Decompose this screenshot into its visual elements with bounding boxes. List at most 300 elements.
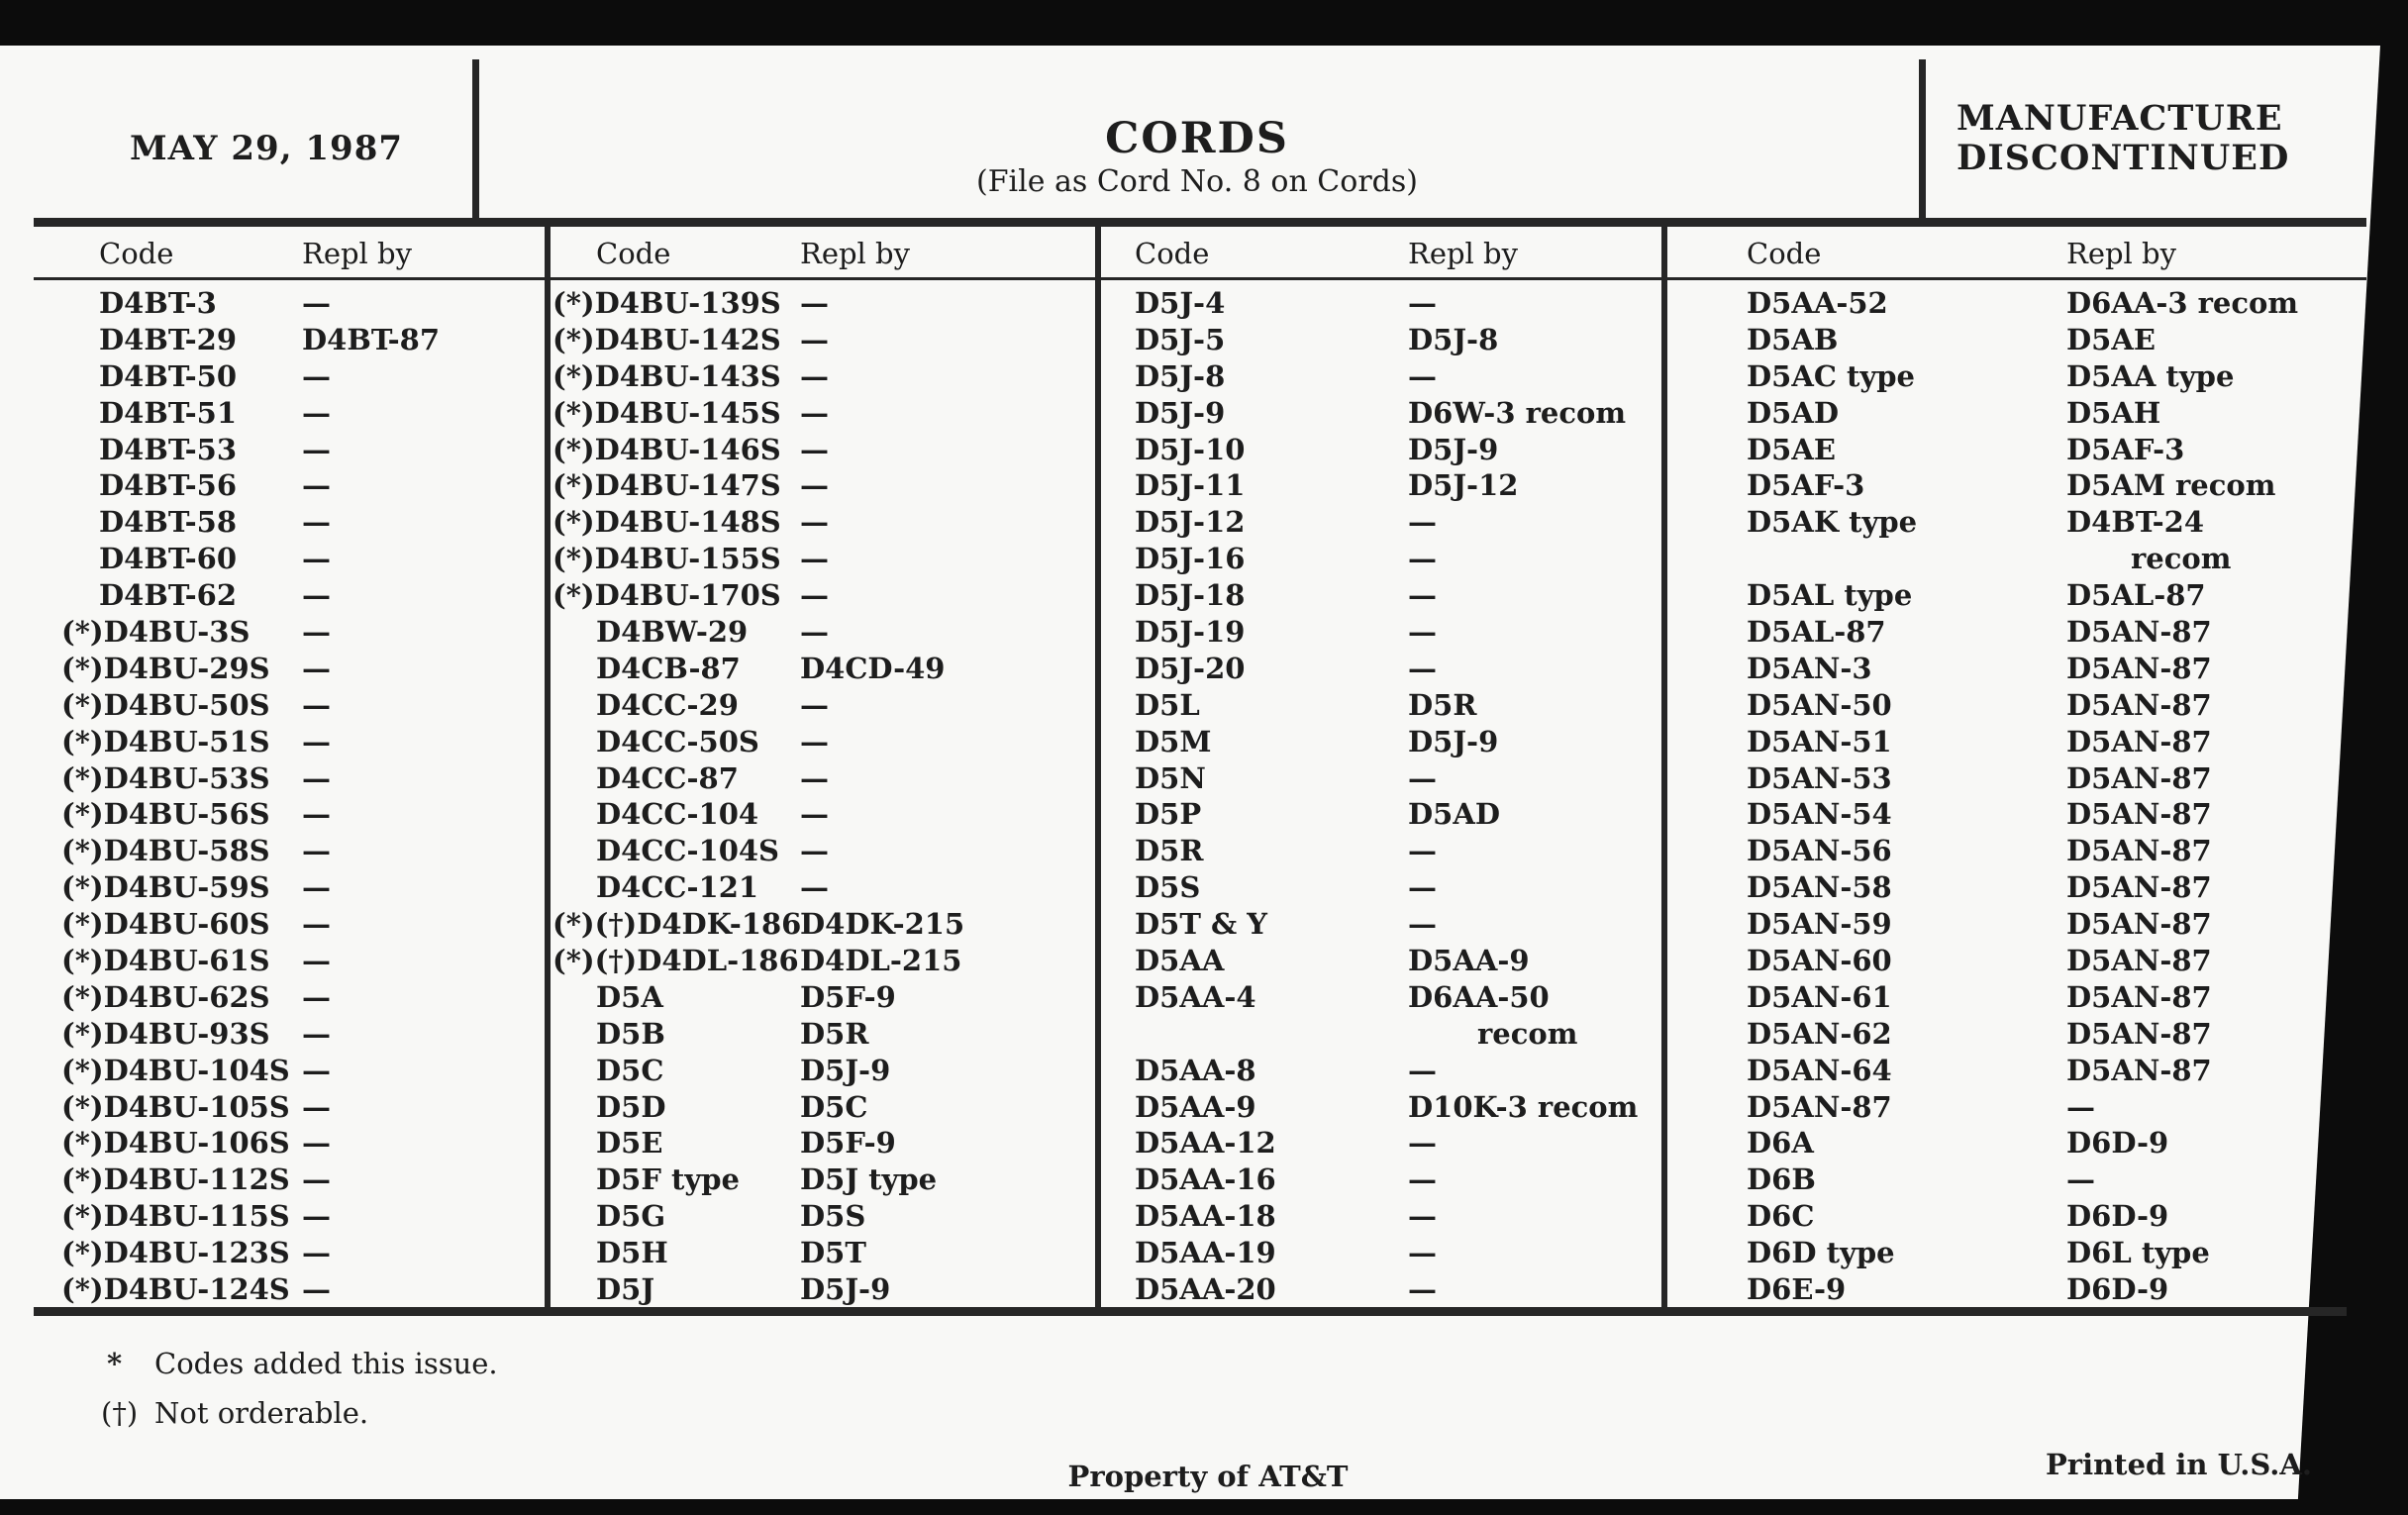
code-text: D4CB-87: [596, 651, 741, 685]
repl-cell: —: [800, 760, 829, 795]
repl-cell: D5J-9: [1408, 724, 1499, 758]
repl-cell: —: [800, 687, 829, 722]
repl-cell: D5AN-87: [2066, 797, 2212, 832]
status-banner: [1956, 99, 2289, 178]
code-text: D4BU-29S: [103, 651, 270, 685]
repl-cell: D5J-12: [1408, 468, 1519, 503]
code-cell: [61, 687, 302, 724]
repl-cell: D5C: [800, 1089, 868, 1124]
code-cell: [61, 651, 302, 687]
table-row: [1743, 1089, 2366, 1126]
code-text: D5AA-18: [1135, 1199, 1276, 1234]
code-text: D4BU-50S: [103, 687, 270, 722]
repl-cell: D5J-8: [1408, 322, 1499, 356]
code-cell: [1743, 1198, 2066, 1235]
repl-cell: —: [302, 687, 331, 722]
code-cell: [552, 724, 800, 760]
code-text: D4BW-29: [596, 615, 749, 650]
repl-cell: D5T: [800, 1236, 866, 1270]
column-header-row: [552, 232, 1093, 285]
code-text: D4BT-53: [99, 432, 238, 466]
code-text: D5P: [1135, 797, 1202, 832]
repl-cell: D5F-9: [800, 979, 896, 1014]
code-prefix: (*): [61, 1162, 104, 1197]
table-row: [61, 1089, 543, 1126]
table-row: [1135, 979, 1659, 1016]
table-row: [61, 432, 543, 468]
repl-cell: D5J-9: [800, 1272, 891, 1307]
table-row: [61, 395, 543, 432]
column-header-repl: Repl by: [302, 237, 413, 270]
repl-cell: D5AL-87: [2066, 578, 2206, 613]
table-row: [1743, 1016, 2366, 1053]
code-text: D5AC type: [1747, 358, 1915, 393]
code-text: D5J: [596, 1272, 655, 1307]
code-cell: [1135, 358, 1408, 395]
code-cell: [1743, 651, 2066, 687]
code-cell: [61, 467, 302, 504]
code-cell: [552, 869, 800, 906]
asterisk-symbol: *: [107, 1347, 123, 1380]
repl-cell: —: [302, 505, 331, 540]
code-cell: [1135, 943, 1408, 979]
code-prefix: (*): [61, 1272, 104, 1307]
code-cell: [552, 687, 800, 724]
code-text: D5AE: [1747, 432, 1836, 466]
code-prefix: (*): [61, 687, 104, 722]
code-cell: [1135, 504, 1408, 541]
code-cell: [61, 1053, 302, 1089]
code-text: D6A: [1747, 1126, 1814, 1161]
repl-cell: D10K-3 recom: [1408, 1089, 1639, 1124]
code-text: D5T & Y: [1135, 907, 1267, 942]
code-cell: [552, 1271, 800, 1308]
code-cell: [1743, 285, 2066, 322]
repl-cell: D5AN-87: [2066, 615, 2212, 650]
table-row: [1135, 285, 1659, 322]
table-row: [1743, 541, 2366, 577]
code-cell: [552, 906, 800, 943]
code-text: D5R: [1135, 834, 1204, 868]
repl-cell: —: [800, 797, 829, 832]
repl-cell: —: [302, 797, 331, 832]
repl-cell: D6D-9: [2066, 1199, 2169, 1234]
dagger-symbol: (†): [101, 1396, 139, 1430]
repl-cell: —: [302, 1053, 331, 1087]
footnote-text: Not orderable.: [154, 1396, 369, 1430]
table-row: [1743, 906, 2366, 943]
repl-cell: D5AN-87: [2066, 944, 2212, 978]
table-row: [61, 541, 543, 577]
repl-cell: D5AN-87: [2066, 979, 2212, 1014]
repl-cell: —: [1408, 578, 1437, 613]
code-text: D4BU-58S: [103, 834, 270, 868]
table-row: [1135, 687, 1659, 724]
repl-cell: D4DL-215: [800, 944, 962, 978]
code-text: D4BU-62S: [103, 979, 270, 1014]
footer-printed-notice: Printed in U.S.A.: [2046, 1448, 2312, 1481]
code-text: D4BU-146S: [594, 432, 781, 466]
table-row: [1743, 833, 2366, 869]
column-header-row: [61, 232, 543, 285]
code-prefix: (*): [552, 505, 595, 540]
table-row: [61, 1162, 543, 1198]
table-row: [1743, 467, 2366, 504]
code-cell: [61, 979, 302, 1016]
repl-cell: —: [1408, 358, 1437, 393]
code-text: D5AA-19: [1135, 1236, 1276, 1270]
code-cell: [1135, 1271, 1408, 1308]
code-cell: [1743, 869, 2066, 906]
repl-cell: —: [2066, 1162, 2095, 1197]
code-text: D5AN-64: [1747, 1053, 1892, 1087]
code-text: D4DL-186: [637, 944, 799, 978]
repl-cell: D6AA-3 recom: [2066, 286, 2299, 320]
repl-cell: D5AN-87: [2066, 724, 2212, 758]
table-row: [1743, 322, 2366, 358]
repl-cell: D4DK-215: [800, 907, 965, 942]
table-row: [1743, 651, 2366, 687]
table-row: [552, 1235, 1093, 1271]
code-text: D4BT-56: [99, 468, 238, 503]
code-text: D5A: [596, 979, 663, 1014]
page-title: CORDS: [1105, 114, 1289, 163]
code-text: D5J-5: [1135, 322, 1226, 356]
repl-cell: D5J-9: [800, 1053, 891, 1087]
table-row: [1743, 724, 2366, 760]
code-cell: [552, 1162, 800, 1198]
footnote-not-orderable: [101, 1396, 368, 1430]
repl-cell: D5AE: [2066, 322, 2156, 356]
column-header-row: [1743, 232, 2366, 285]
code-cell: [1743, 979, 2066, 1016]
repl-cell: —: [800, 505, 829, 540]
repl-cell: —: [1408, 651, 1437, 685]
table-row: [61, 504, 543, 541]
code-cell: [1743, 1053, 2066, 1089]
table-row: [1743, 943, 2366, 979]
repl-cell: —: [302, 286, 331, 320]
table-row: [552, 322, 1093, 358]
code-cell: [552, 1125, 800, 1162]
code-text: D4BU-105S: [103, 1089, 290, 1124]
code-cell: [552, 760, 800, 797]
code-cell: [61, 1089, 302, 1126]
code-text: D4BT-60: [99, 542, 238, 576]
table-row: [552, 979, 1093, 1016]
code-text: D4BU-115S: [103, 1199, 290, 1234]
repl-cell: D5AD: [1408, 797, 1500, 832]
code-cell: [1135, 1198, 1408, 1235]
table-row: [1135, 1089, 1659, 1126]
table-row: [552, 651, 1093, 687]
code-text: D4BU-106S: [103, 1126, 290, 1161]
table-row: [1743, 760, 2366, 797]
code-text: D5E: [596, 1126, 663, 1161]
table-row: [1135, 504, 1659, 541]
code-text: D4BU-124S: [103, 1272, 290, 1307]
repl-cell: D5AN-87: [2066, 834, 2212, 868]
code-text: D4BU-104S: [103, 1053, 290, 1087]
code-prefix: (*): [61, 979, 104, 1014]
code-cell: [1135, 285, 1408, 322]
code-cell: [1743, 1162, 2066, 1198]
code-prefix: (*): [61, 1053, 104, 1087]
table-row: [61, 1271, 543, 1308]
code-cell: [1135, 541, 1408, 577]
repl-cell: D5AH: [2066, 395, 2161, 430]
code-text: D4BT-58: [99, 505, 238, 540]
table-row: [1135, 395, 1659, 432]
footnote-text: Codes added this issue.: [154, 1347, 498, 1380]
table-row: [1743, 1198, 2366, 1235]
table-row: [1135, 1053, 1659, 1089]
table-row: [1135, 432, 1659, 468]
code-cell: [1743, 833, 2066, 869]
code-text: D4BU-60S: [103, 907, 270, 942]
code-cell: [1135, 577, 1408, 614]
status-line-1: MANUFACTURE: [1956, 98, 2283, 139]
code-text: D5AN-53: [1747, 760, 1892, 795]
repl-cell: —: [800, 322, 829, 356]
code-cell: [1135, 796, 1408, 833]
code-prefix: (*): [552, 322, 595, 356]
code-cell: [552, 577, 800, 614]
table-row: [61, 1053, 543, 1089]
code-text: D4DK-186: [637, 907, 802, 942]
repl-cell: —: [800, 542, 829, 576]
code-text: D4BT-50: [99, 358, 238, 393]
repl-cell: —: [302, 1236, 331, 1270]
repl-cell: recom: [1477, 1016, 1578, 1051]
table-row: [1743, 796, 2366, 833]
code-prefix: (*): [552, 395, 595, 430]
repl-cell: —: [800, 358, 829, 393]
code-text: D5N: [1135, 760, 1206, 795]
code-cell: [552, 541, 800, 577]
code-text: D4CC-104S: [596, 834, 780, 868]
repl-cell: —: [800, 578, 829, 613]
code-cell: [1743, 577, 2066, 614]
table-row: [1743, 504, 2366, 541]
code-cell: [61, 614, 302, 651]
code-text: D4BU-59S: [103, 870, 270, 905]
code-text: D5AB: [1747, 322, 1839, 356]
code-cell: [1135, 687, 1408, 724]
table-row: [61, 906, 543, 943]
table-row: [1135, 651, 1659, 687]
code-cell: [1743, 614, 2066, 651]
code-prefix: (*): [61, 1126, 104, 1161]
table-row: [61, 322, 543, 358]
code-cell: [552, 1053, 800, 1089]
code-text: D4BU-142S: [594, 322, 781, 356]
code-text: D5J-4: [1135, 286, 1226, 320]
repl-cell: D5F-9: [800, 1126, 896, 1161]
repl-cell: —: [1408, 760, 1437, 795]
repl-cell: D5AN-87: [2066, 870, 2212, 905]
table-row: [1743, 1125, 2366, 1162]
repl-cell: —: [302, 724, 331, 758]
code-text: D5AN-50: [1747, 687, 1892, 722]
code-prefix: (*): [61, 944, 104, 978]
repl-cell: D6D-9: [2066, 1126, 2169, 1161]
code-text: D5C: [596, 1053, 664, 1087]
code-cell: [1135, 1162, 1408, 1198]
table-row: [552, 1162, 1093, 1198]
code-cell: [61, 724, 302, 760]
code-text: D5AN-51: [1747, 724, 1892, 758]
table-row: [61, 687, 543, 724]
table-row: [1135, 796, 1659, 833]
code-cell: [61, 833, 302, 869]
table-section-4: [1743, 232, 2366, 1308]
code-text: D5AN-58: [1747, 870, 1892, 905]
table-row: [1135, 1198, 1659, 1235]
table-row: [1743, 395, 2366, 432]
table-row: [1135, 943, 1659, 979]
code-cell: [1743, 467, 2066, 504]
table-row: [552, 358, 1093, 395]
column-header-repl: Repl by: [800, 237, 911, 270]
code-cell: [1135, 614, 1408, 651]
code-cell: [1135, 833, 1408, 869]
table-row: [552, 504, 1093, 541]
table-row: [552, 796, 1093, 833]
code-text: D6B: [1747, 1162, 1816, 1197]
code-text: D6D type: [1747, 1236, 1895, 1270]
table-row: [1135, 869, 1659, 906]
repl-cell: —: [302, 1162, 331, 1197]
code-cell: [1743, 1125, 2066, 1162]
code-cell: [1743, 432, 2066, 468]
code-text: D4BU-123S: [103, 1236, 290, 1270]
code-cell: [1135, 395, 1408, 432]
table-row: [1135, 358, 1659, 395]
repl-cell: D6W-3 recom: [1408, 395, 1627, 430]
code-text: D5AA-8: [1135, 1053, 1256, 1087]
table-row: [552, 577, 1093, 614]
table-row: [61, 724, 543, 760]
table-row: [61, 1198, 543, 1235]
repl-cell: —: [302, 1272, 331, 1307]
table-row: [552, 467, 1093, 504]
code-cell: [1135, 979, 1408, 1016]
repl-cell: —: [302, 1016, 331, 1051]
code-cell: [552, 614, 800, 651]
column-header-row: [1135, 232, 1659, 285]
table-row: [61, 943, 543, 979]
repl-cell: D4BT-24: [2066, 505, 2205, 540]
code-text: D5AN-62: [1747, 1016, 1892, 1051]
code-cell: [552, 1016, 800, 1053]
code-cell: [1135, 467, 1408, 504]
code-text: D5AA-4: [1135, 979, 1256, 1014]
code-prefix: (*)(†): [552, 907, 638, 942]
column-header-code: Code: [1747, 237, 1822, 270]
code-prefix: (*): [61, 797, 104, 832]
code-prefix: (*): [61, 870, 104, 905]
code-cell: [552, 1235, 800, 1271]
code-cell: [1743, 796, 2066, 833]
code-text: D5AN-61: [1747, 979, 1892, 1014]
code-cell: [61, 358, 302, 395]
code-text: D5J-16: [1135, 542, 1246, 576]
table-row: [552, 1125, 1093, 1162]
code-text: D4BU-170S: [594, 578, 781, 613]
code-prefix: (*): [552, 432, 595, 466]
code-text: D4BU-56S: [103, 797, 270, 832]
code-prefix: (*): [552, 542, 595, 576]
code-text: D6E-9: [1747, 1272, 1847, 1307]
repl-cell: —: [302, 1199, 331, 1234]
repl-cell: D5AN-87: [2066, 687, 2212, 722]
table-row: [1743, 577, 2366, 614]
code-text: D5J-8: [1135, 358, 1226, 393]
table-row: [1135, 1162, 1659, 1198]
code-cell: [1135, 760, 1408, 797]
repl-cell: D5AN-87: [2066, 760, 2212, 795]
table-row: [1743, 614, 2366, 651]
table-section-2: [552, 232, 1093, 1308]
code-cell: [1135, 1053, 1408, 1089]
repl-cell: —: [302, 1126, 331, 1161]
repl-cell: D5J-9: [1408, 432, 1499, 466]
code-cell: [552, 943, 800, 979]
code-cell: [552, 651, 800, 687]
code-text: D5M: [1135, 724, 1212, 758]
code-text: D5AA-9: [1135, 1089, 1256, 1124]
repl-cell: —: [302, 834, 331, 868]
table-row: [1743, 687, 2366, 724]
table-row: [61, 467, 543, 504]
section-divider-2: [1095, 227, 1101, 1307]
code-cell: [1135, 432, 1408, 468]
header-divider-left: [472, 59, 479, 220]
code-prefix: (*): [61, 1089, 104, 1124]
code-cell: [1743, 358, 2066, 395]
code-cell: [61, 1271, 302, 1308]
code-cell: [61, 577, 302, 614]
code-cell: [61, 322, 302, 358]
code-cell: [552, 1089, 800, 1126]
code-text: D5J-10: [1135, 432, 1246, 466]
repl-cell: D5R: [1408, 687, 1477, 722]
code-cell: [1135, 1235, 1408, 1271]
code-text: D5AA-12: [1135, 1126, 1276, 1161]
code-text: D4BT-3: [99, 286, 217, 320]
table-row: [61, 1016, 543, 1053]
code-text: D5J-9: [1135, 395, 1226, 430]
code-cell: [1135, 322, 1408, 358]
code-cell: [1135, 1089, 1408, 1126]
repl-cell: —: [1408, 834, 1437, 868]
code-text: D5J-18: [1135, 578, 1246, 613]
column-header-code: Code: [1135, 237, 1210, 270]
code-prefix: (*)(†): [552, 944, 638, 978]
table-row: [552, 1198, 1093, 1235]
code-cell: [552, 395, 800, 432]
code-text: D4BU-61S: [103, 944, 270, 978]
code-text: D4BU-53S: [103, 760, 270, 795]
repl-cell: —: [1408, 1126, 1437, 1161]
code-text: D5H: [596, 1236, 668, 1270]
table-row: [552, 760, 1093, 797]
code-cell: [552, 358, 800, 395]
code-prefix: (*): [552, 578, 595, 613]
repl-cell: D6D-9: [2066, 1272, 2169, 1307]
repl-cell: —: [800, 724, 829, 758]
